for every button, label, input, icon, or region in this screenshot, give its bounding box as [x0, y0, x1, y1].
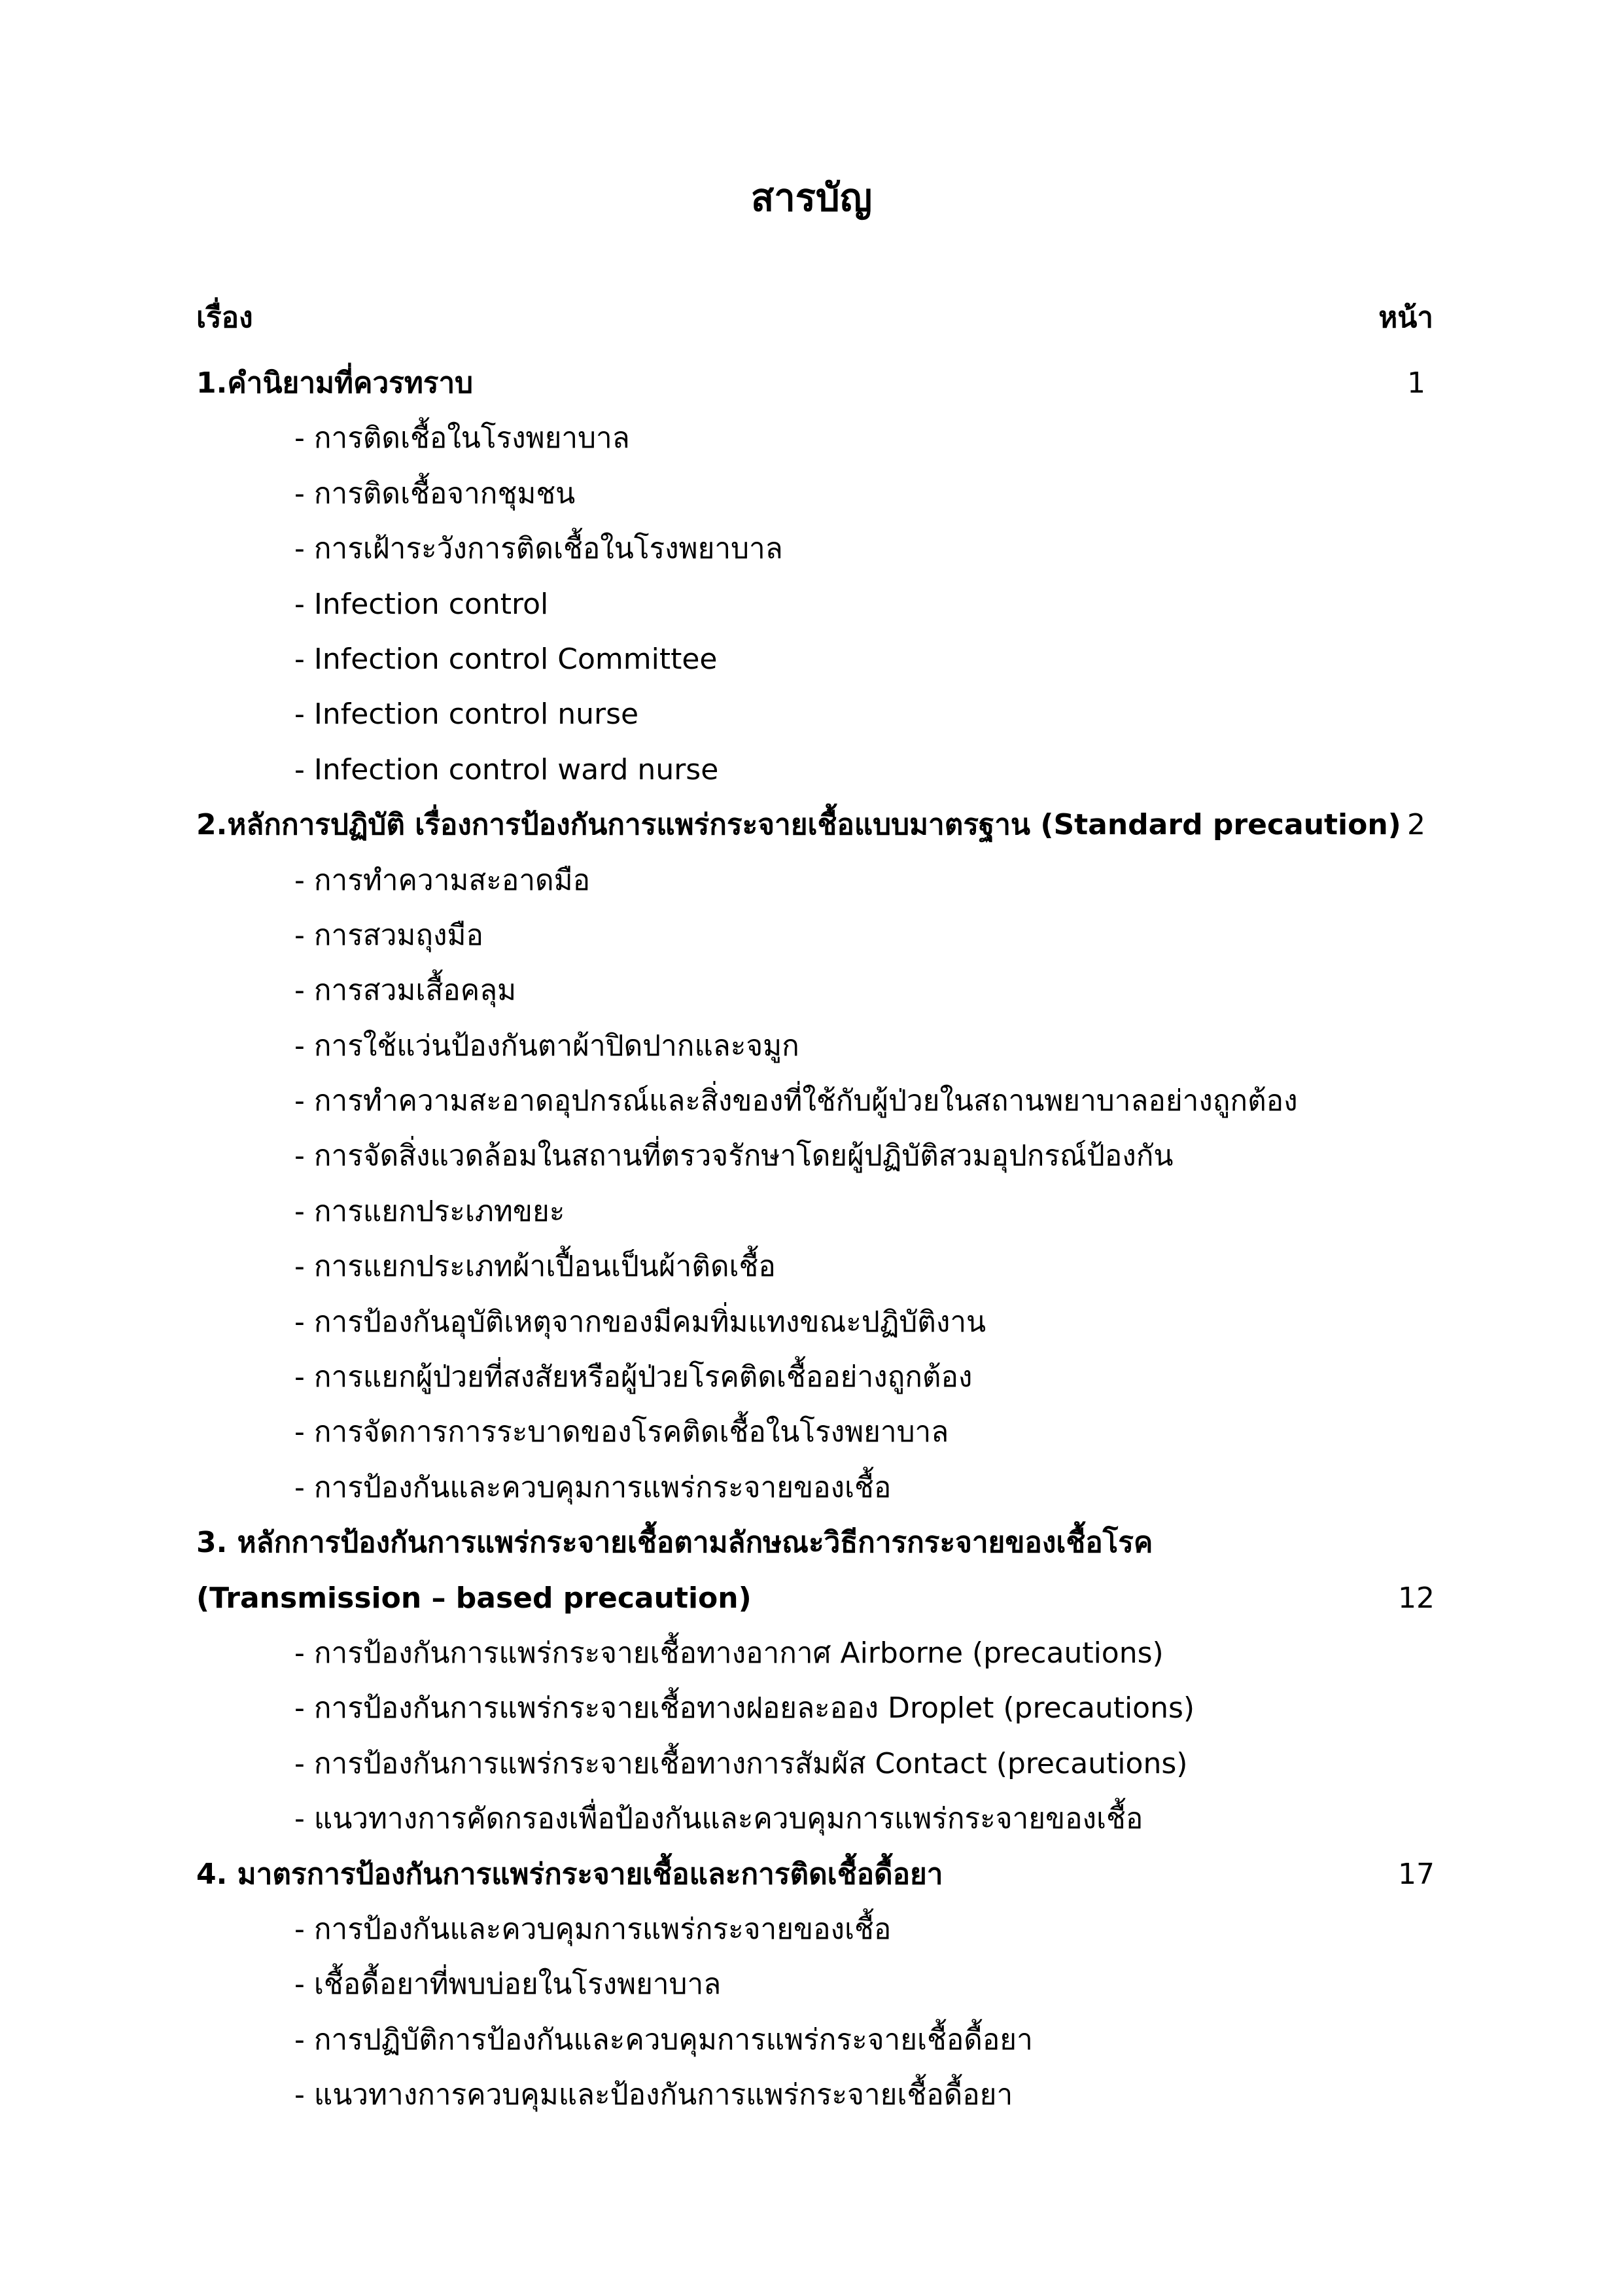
- toc-item-title: - การทำความสะอาดมือ: [294, 863, 591, 897]
- toc-item-title: - Infection control Committee: [294, 642, 718, 676]
- toc-item-title: - การใช้แว่นป้องกันตาผ้าปิดปากและจมูก: [294, 1029, 799, 1063]
- toc-section-title: 4. มาตรการป้องกันการแพร่กระจายเชื้อและการติดเชื้อดื้อยา: [196, 1857, 943, 1891]
- toc-item-title: - การป้องกันอุบัติเหตุจากของมีคมทิ่มแทงขณะปฏิบัติงาน: [294, 1305, 986, 1339]
- toc-section-row: [196, 356, 1442, 411]
- toc-item-title: - การป้องกันและควบคุมการแพร่กระจายของเชื้อ: [294, 1470, 892, 1504]
- toc-item-row: [196, 1681, 1442, 1736]
- toc-item-row: [196, 743, 1442, 798]
- toc-item-title: - การสวมเสื้อคลุม: [294, 974, 517, 1008]
- toc-page-number: 12: [1398, 1581, 1435, 1615]
- toc-section-title: 3. หลักการป้องกันการแพร่กระจายเชื้อตามลักษณะวิธีการกระจายของเชื้อโรค: [196, 1526, 1153, 1560]
- toc-item-row: [196, 1737, 1442, 1792]
- toc-item-title: - การติดเชื้อในโรงพยาบาล: [294, 421, 630, 455]
- toc-item-title: - การติดเชื้อจากชุมชน: [294, 476, 576, 510]
- toc-item-row: [196, 632, 1442, 687]
- toc-item-row: [196, 687, 1442, 742]
- page-title: สารบัญ: [750, 175, 873, 220]
- toc-item-row: [196, 963, 1442, 1018]
- toc-item-title: - Infection control: [294, 587, 549, 621]
- toc-item-row: [196, 411, 1442, 466]
- toc-item-title: - การเฝ้าระวังการติดเชื้อในโรงพยาบาล: [294, 532, 783, 566]
- toc-item-row: [196, 2013, 1442, 2068]
- toc-page-number: 2: [1407, 808, 1425, 842]
- toc-item-row: [196, 2068, 1442, 2123]
- toc-item-title: - Infection control nurse: [294, 698, 639, 732]
- toc-item-title: - การแยกผู้ป่วยที่สงสัยหรือผู้ป่วยโรคติดเชื้ออย่างถูกต้อง: [294, 1360, 973, 1394]
- toc-item-title: - แนวทางการควบคุมและป้องกันการแพร่กระจายเชื้อดื้อยา: [294, 2078, 1013, 2112]
- toc-item-row: [196, 1792, 1442, 1846]
- toc-item-row: [196, 1405, 1442, 1460]
- toc-item-row: [196, 577, 1442, 632]
- toc-item-title: - แนวทางการคัดกรองเพื่อป้องกันและควบคุมการแพร่กระจายของเชื้อ: [294, 1802, 1143, 1836]
- toc-section-title: 2.หลักการปฏิบัติ เรื่องการป้องกันการแพร่กระจายเชื้อแบบมาตรฐาน (Standard precaution): [196, 808, 1401, 842]
- toc-section-row: [196, 1515, 1442, 1570]
- toc-item-row: [196, 1460, 1442, 1515]
- toc-section-row: [196, 1571, 1442, 1626]
- toc-section-title: (Transmission – based precaution): [196, 1581, 752, 1615]
- toc-item-row: [196, 521, 1442, 576]
- toc-section-row: [196, 798, 1442, 853]
- toc-item-title: - การแยกประเภทผ้าเปื้อนเป็นผ้าติดเชื้อ: [294, 1250, 776, 1284]
- toc-item-row: [196, 1239, 1442, 1294]
- table-of-contents: [196, 356, 1442, 2123]
- toc-item-title: - การแยกประเภทขยะ: [294, 1194, 565, 1228]
- toc-item-row: [196, 853, 1442, 908]
- toc-item-title: - การป้องกันและควบคุมการแพร่กระจายของเชื้อ: [294, 1912, 892, 1946]
- toc-section-row: [196, 1847, 1442, 1902]
- toc-item-title: - เชื้อดื้อยาที่พบบ่อยในโรงพยาบาล: [294, 1968, 722, 2002]
- toc-item-title: - การจัดการการระบาดของโรคติดเชื้อในโรงพยาบาล: [294, 1415, 949, 1449]
- toc-item-title: - การป้องกันการแพร่กระจายเชื้อทางการสัมผัส Contact (precautions): [294, 1746, 1188, 1780]
- toc-item-title: - การป้องกันการแพร่กระจายเชื้อทางฝอยละออง Droplet (precautions): [294, 1691, 1195, 1725]
- toc-item-row: [196, 1626, 1442, 1681]
- toc-item-row: [196, 1074, 1442, 1129]
- toc-item-row: [196, 1295, 1442, 1350]
- topic-column-header: เรื่อง: [196, 301, 253, 334]
- toc-item-row: [196, 1350, 1442, 1405]
- toc-item-row: [196, 1184, 1442, 1239]
- toc-item-row: [196, 1957, 1442, 2012]
- toc-item-row: [196, 467, 1442, 521]
- toc-item-row: [196, 908, 1442, 963]
- toc-item-title: - การสวมถุงมือ: [294, 918, 483, 952]
- toc-item-title: - การทำความสะอาดอุปกรณ์และสิ่งของที่ใช้กับผู้ป่วยในสถานพยาบาลอย่างถูกต้อง: [294, 1084, 1298, 1118]
- toc-section-title: 1.คำนิยามที่ควรทราบ: [196, 366, 474, 400]
- toc-item-row: [196, 1902, 1442, 1957]
- toc-item-title: - การจัดสิ่งแวดล้อมในสถานที่ตรวจรักษาโดยผู้ปฏิบัติสวมอุปกรณ์ป้องกัน: [294, 1139, 1174, 1173]
- page-column-header: หน้า: [1378, 301, 1433, 334]
- toc-item-title: - Infection control ward nurse: [294, 752, 719, 786]
- toc-page-number: 1: [1407, 366, 1425, 400]
- toc-item-row: [196, 1019, 1442, 1074]
- toc-item-title: - การป้องกันการแพร่กระจายเชื้อทางอากาศ Airborne (precautions): [294, 1636, 1164, 1670]
- toc-item-row: [196, 1129, 1442, 1184]
- toc-page-number: 17: [1398, 1857, 1435, 1891]
- toc-item-title: - การปฏิบัติการป้องกันและควบคุมการแพร่กระจายเชื้อดื้อยา: [294, 2022, 1033, 2057]
